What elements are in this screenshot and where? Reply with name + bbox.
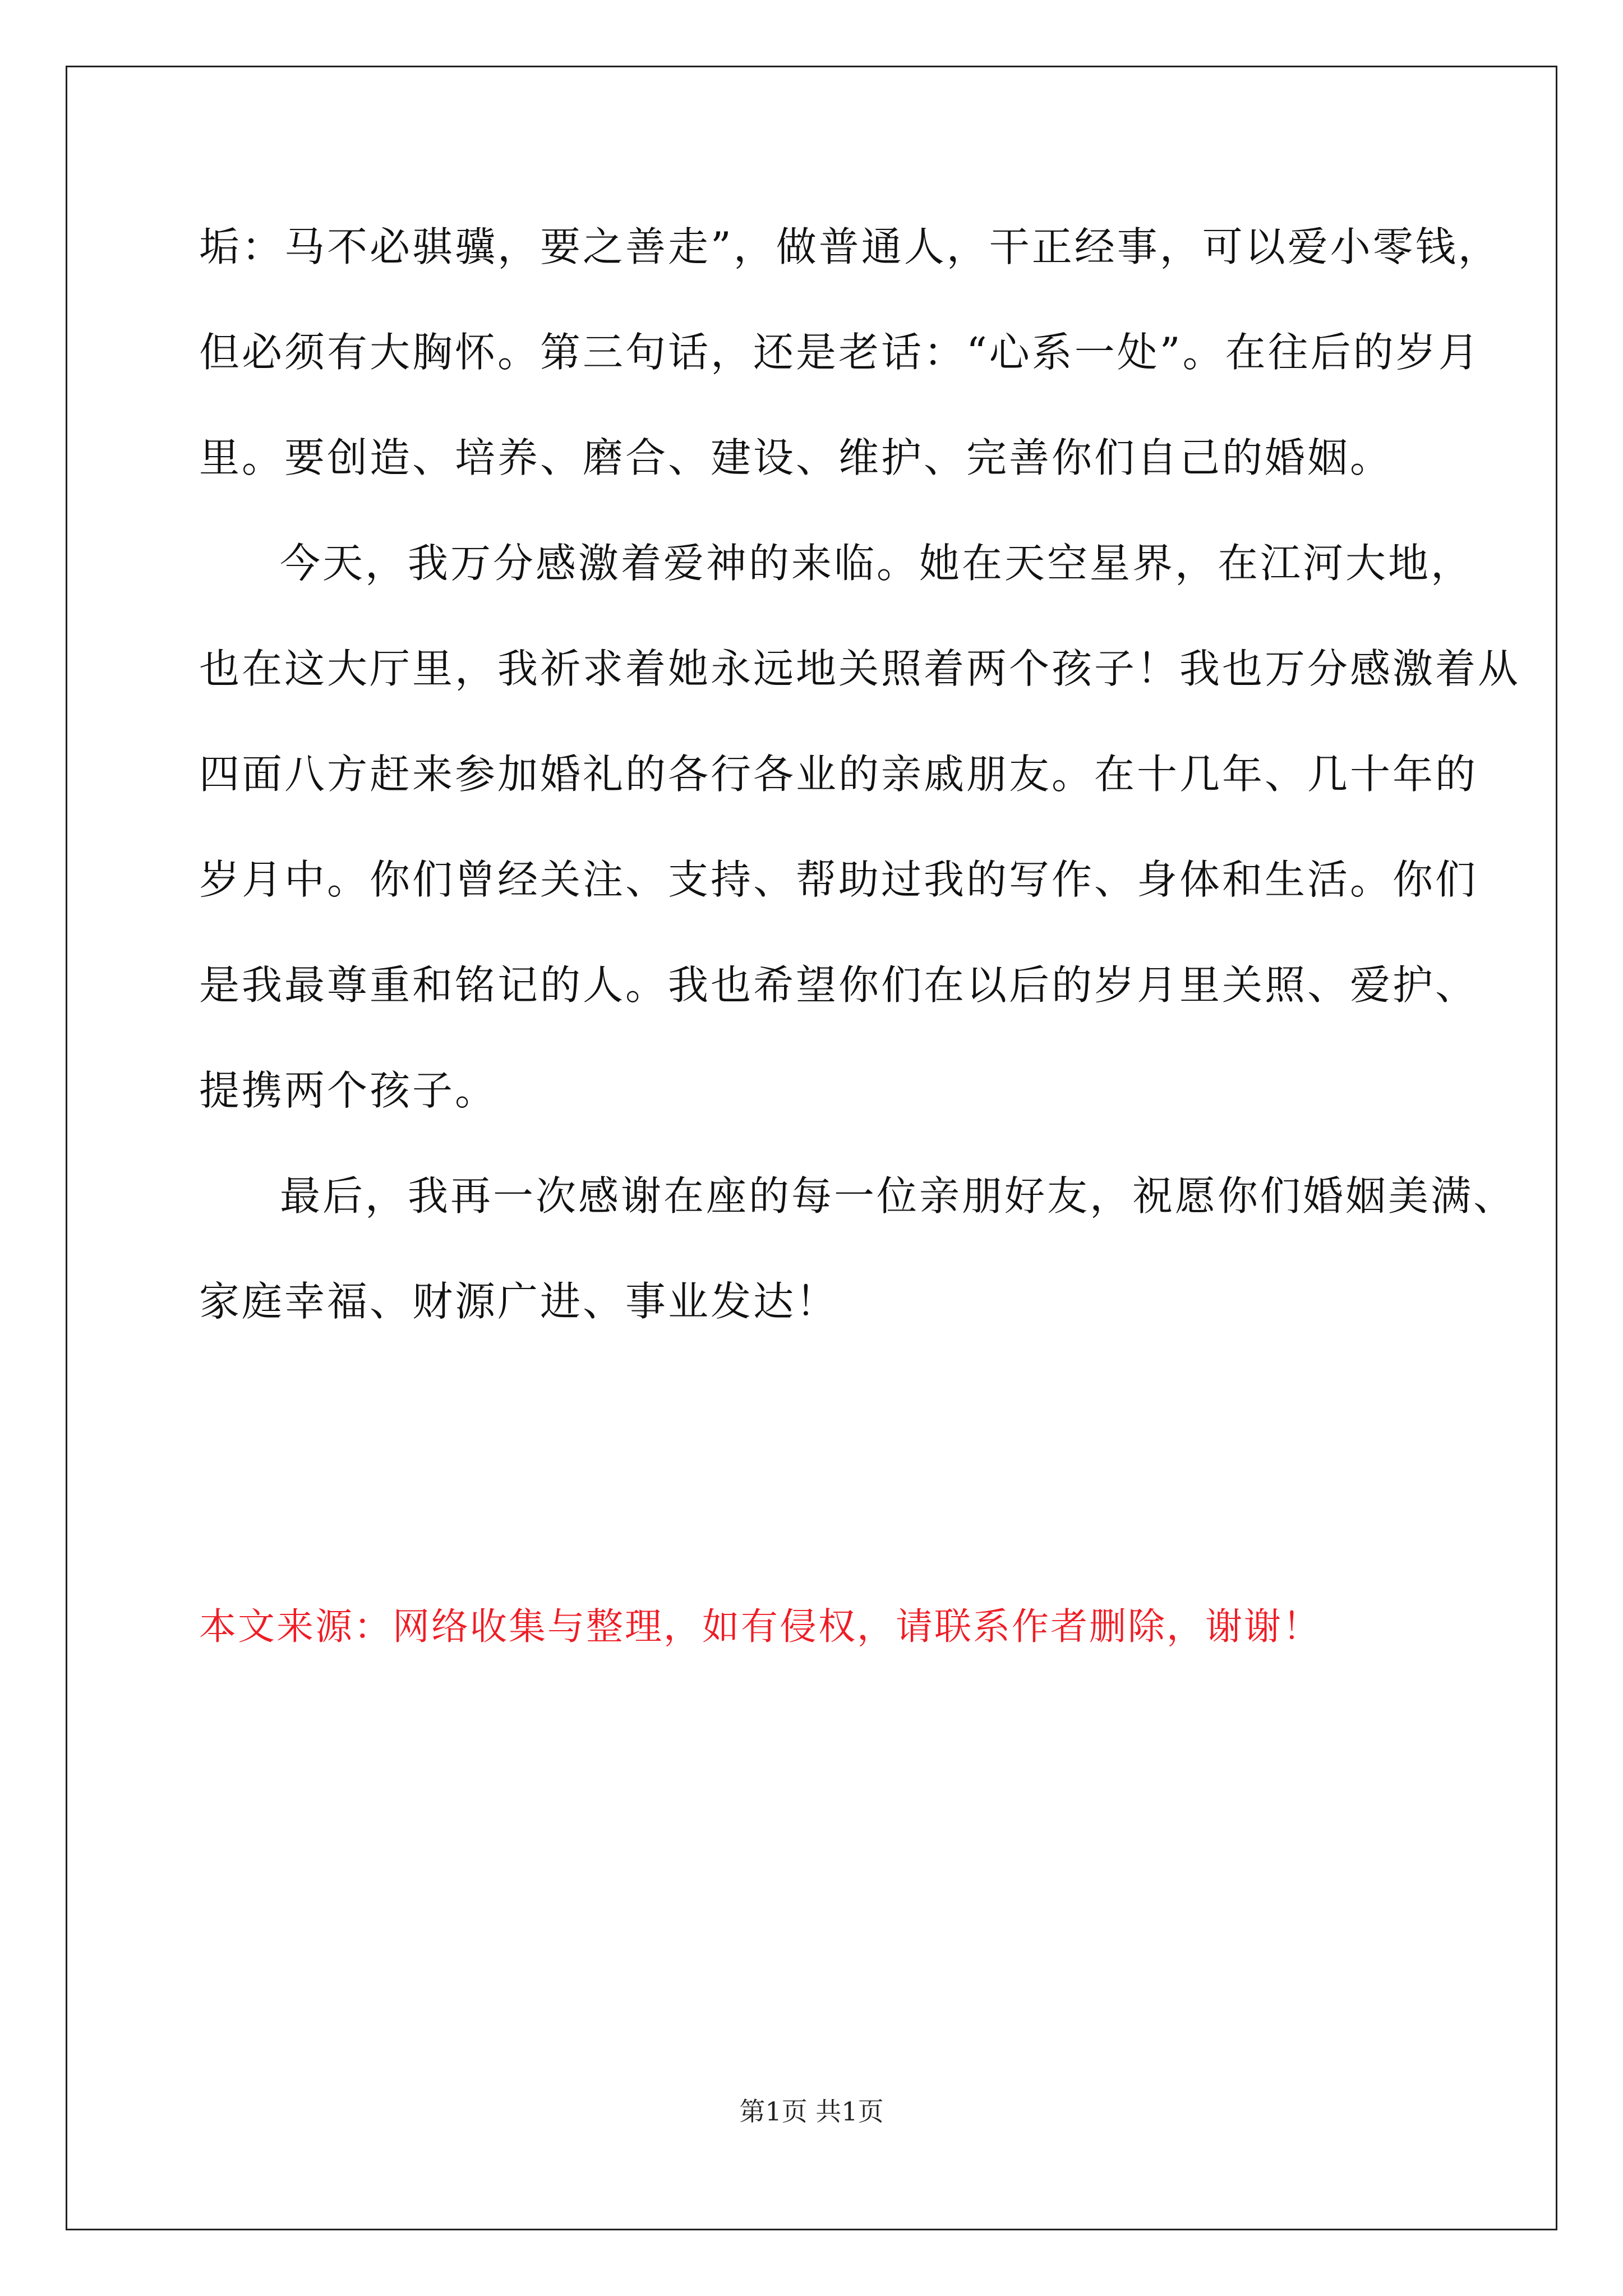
page-footer: 第1页 共1页 [739,2096,884,2127]
body-line: 但必须有大胸怀。第三句话，还是老话：“心系一处”。在往后的岁月 [199,329,1481,376]
body-line: 四面八方赶来参加婚礼的各行各业的亲戚朋友。在十几年、几十年的 [199,751,1478,798]
body-line: 提携两个孩子。 [199,1067,498,1114]
body-line: 里。要创造、培养、磨合、建设、维护、完善你们自己的婚姻。 [199,434,1393,481]
paragraph-start-line: 今天，我万分感激着爱神的来临。她在天空星界，在江河大地， [280,540,1474,587]
body-line: 也在这大厅里，我祈求着她永远地关照着两个孩子！我也万分感激着从 [199,645,1521,692]
body-line: 垢：马不必骐骥，要之善走”，做普通人，干正经事，可以爱小零钱， [199,223,1501,270]
page-frame [66,66,1557,2230]
body-line: 家庭幸福、财源广进、事业发达！ [199,1278,839,1325]
body-line: 是我最尊重和铭记的人。我也希望你们在以后的岁月里关照、爱护、 [199,961,1478,1009]
source-note: 本文来源：网络收集与整理，如有侵权，请联系作者删除，谢谢！ [199,1605,1321,1648]
paragraph-start-line: 最后，我再一次感谢在座的每一位亲朋好友，祝愿你们婚姻美满、 [280,1172,1516,1220]
body-line: 岁月中。你们曾经关注、支持、帮助过我的写作、身体和生活。你们 [199,856,1478,903]
